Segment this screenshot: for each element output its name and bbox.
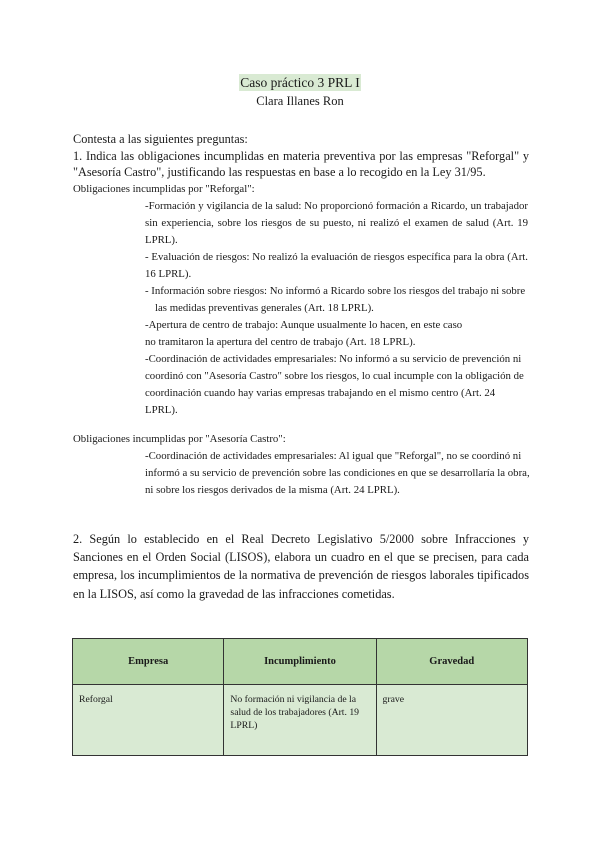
- table-row: [73, 685, 528, 756]
- list-item: -Coordinación de actividades empresariales: No informó a su servicio de prevención ni coordinó con "Asesoría Castro" sobre los riesgos, lo cual incumple con la obligación de coordinación cuando hay varias empresas trabajando en el mismo centro (Art. 24 LPRL).: [145, 353, 524, 416]
- list-item: -Coordinación de actividades empresariales: Al igual que "Reforgal", no se coordinó ni informó a su servicio de prevención sobre las condiciones en que se desarrollaría la obra, ni sobre los riesgos derivados de la misma (Art. 24 LPRL).: [145, 450, 530, 496]
- title-container: [0, 74, 600, 92]
- question-2-text: 2. Según lo establecido en el Real Decreto Legislativo 5/2000 sobre Infracciones y Sanciones en el Orden Social (LISOS), elabora un cuadro en el que se precisen, para cada empresa, los incumplimientos de la normativa de prevención de riesgos laborales tipificados en la LISOS, así como la gravedad de las infracciones cometidas.: [73, 532, 529, 601]
- document-title: Caso práctico 3 PRL I: [240, 75, 360, 90]
- list-item: - Información sobre riesgos: No informó a Ricardo sobre los riesgos del trabajo ni sobre: [145, 285, 526, 297]
- section-heading-reforgal: Obligaciones incumplidas por "Reforgal":: [73, 183, 255, 195]
- document-author: Clara Illanes Ron: [256, 94, 344, 108]
- question-1-block: [73, 131, 529, 181]
- cell-empresa: Reforgal: [73, 685, 224, 756]
- section-heading-asesoria-castro: Obligaciones incumplidas por "Asesoría Castro":: [73, 433, 286, 445]
- cell-incumplimiento: No formación ni vigilancia de la salud de los trabajadores (Art. 19 LPRL): [224, 685, 376, 756]
- list-item: - Evaluación de riesgos: No realizó la evaluación de riesgos específica para la obra (Art. 16 LPRL).: [145, 251, 528, 280]
- question-1-text: 1. Indica las obligaciones incumplidas en materia preventiva por las empresas "Reforgal" y "Asesoría Castro", justificando las respuestas en base a lo recogido en la Ley 31/95.: [73, 148, 529, 179]
- intro-text: Contesta a las siguientes preguntas:: [73, 132, 248, 146]
- cell-gravedad: grave: [376, 685, 527, 756]
- table-header-row: [73, 639, 528, 685]
- list-item: -Apertura de centro de trabajo: Aunque usualmente lo hacen, en este caso no tramitaron la apertura del centro de trabajo (Art. 18 LPRL).: [145, 319, 463, 348]
- list-item: -Formación y vigilancia de la salud: No proporcionó formación a Ricardo, un trabajador sin experiencia, sobre los riesgos de su puesto, ni realizó el examen de salud (Art. 19 LPRL).: [145, 200, 528, 246]
- column-header-empresa: Empresa: [73, 639, 224, 685]
- column-header-gravedad: Gravedad: [376, 639, 527, 685]
- list-item-continuation: las medidas preventivas generales (Art. 18 LPRL).: [155, 302, 374, 314]
- infractions-table: [72, 638, 528, 756]
- column-header-incumplimiento: Incumplimiento: [224, 639, 376, 685]
